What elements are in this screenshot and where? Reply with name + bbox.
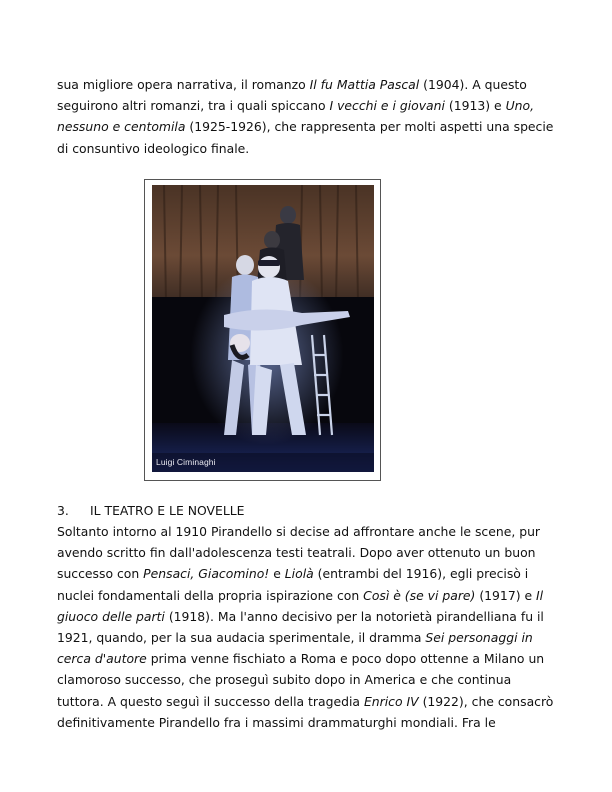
text-line <box>57 669 557 690</box>
work-title: Il fu Mattia Pascal <box>309 77 420 92</box>
text-line <box>57 521 557 542</box>
work-title: Il <box>536 587 544 603</box>
text-run: prima venne fischiato a Roma e poco dopo ottenne a Milano un <box>146 651 545 667</box>
text-run: (1922), che consacrò <box>418 693 554 709</box>
work-title: Enrico IV <box>363 693 419 709</box>
work-title: Liolà <box>284 566 314 582</box>
text-run: definitivamente Pirandello fra i massimi drammaturghi mondiali. Fra le <box>57 714 496 730</box>
photo-credit: Luigi Ciminaghi <box>156 457 216 467</box>
paragraph-intro <box>57 74 557 159</box>
text-run: tuttora. A questo seguì il successo della tragedia <box>57 693 364 709</box>
work-title: Uno, <box>505 98 535 114</box>
text-line <box>57 627 557 648</box>
text-run: (1925-1926), che rappresenta per molti aspetti una specie <box>185 119 554 135</box>
stage-photo <box>152 185 374 472</box>
text-line <box>57 95 557 116</box>
work-title: I vecchi e i giovani <box>329 98 445 114</box>
text-run: (entrambi del 1916), egli precisò i <box>313 566 529 582</box>
stage-photo-image <box>152 185 374 472</box>
text-line <box>57 712 557 733</box>
text-line <box>57 542 557 563</box>
text-run: (1918). Ma l'anno decisivo per la notorietà pirandelliana fu il <box>164 608 544 624</box>
text-run: nuclei fondamentali della propria ispirazione con <box>57 587 364 603</box>
text-run: clamoroso successo, che proseguì subito dopo in America e che continua <box>57 672 512 688</box>
text-line <box>57 138 557 159</box>
section-number: 3. <box>57 503 69 518</box>
text-run: e <box>269 566 285 582</box>
section-title: IL TEATRO E LE NOVELLE <box>90 503 245 518</box>
work-title: Così è (se vi pare) <box>363 587 476 603</box>
text-line <box>57 606 557 627</box>
text-run: seguirono altri romanzi, tra i quali spiccano <box>57 98 330 114</box>
text-run: (1917) e <box>475 587 537 603</box>
text-line <box>57 585 557 606</box>
paragraph-theatre <box>57 521 557 733</box>
work-title: cerca d'autore <box>57 651 147 667</box>
text-run: sua migliore opera narrativa, il romanzo <box>57 77 310 92</box>
text-run: Soltanto intorno al 1910 Pirandello si decise ad affrontare anche le scene, pur <box>57 524 541 539</box>
work-title: giuoco delle parti <box>57 608 165 624</box>
text-line <box>57 74 557 95</box>
text-line <box>57 648 557 669</box>
text-line <box>57 116 557 137</box>
text-run: (1904). A questo <box>419 77 527 92</box>
work-title: Pensaci, Giacomino! <box>143 566 270 582</box>
text-line <box>57 691 557 712</box>
text-run: (1913) e <box>444 98 506 114</box>
text-run: successo con <box>57 566 144 582</box>
text-run: avendo scritto fin dall'adolescenza testi teatrali. Dopo aver ottenuto un buon <box>57 545 536 561</box>
text-run: di consuntivo ideologico finale. <box>57 140 250 156</box>
work-title: nessuno e centomila <box>57 119 186 135</box>
section-heading <box>57 500 244 521</box>
text-run: 1921, quando, per la sua audacia sperimentale, il dramma <box>57 630 426 646</box>
work-title: Sei personaggi in <box>425 630 533 646</box>
text-line <box>57 563 557 584</box>
photo-figure <box>144 179 381 481</box>
